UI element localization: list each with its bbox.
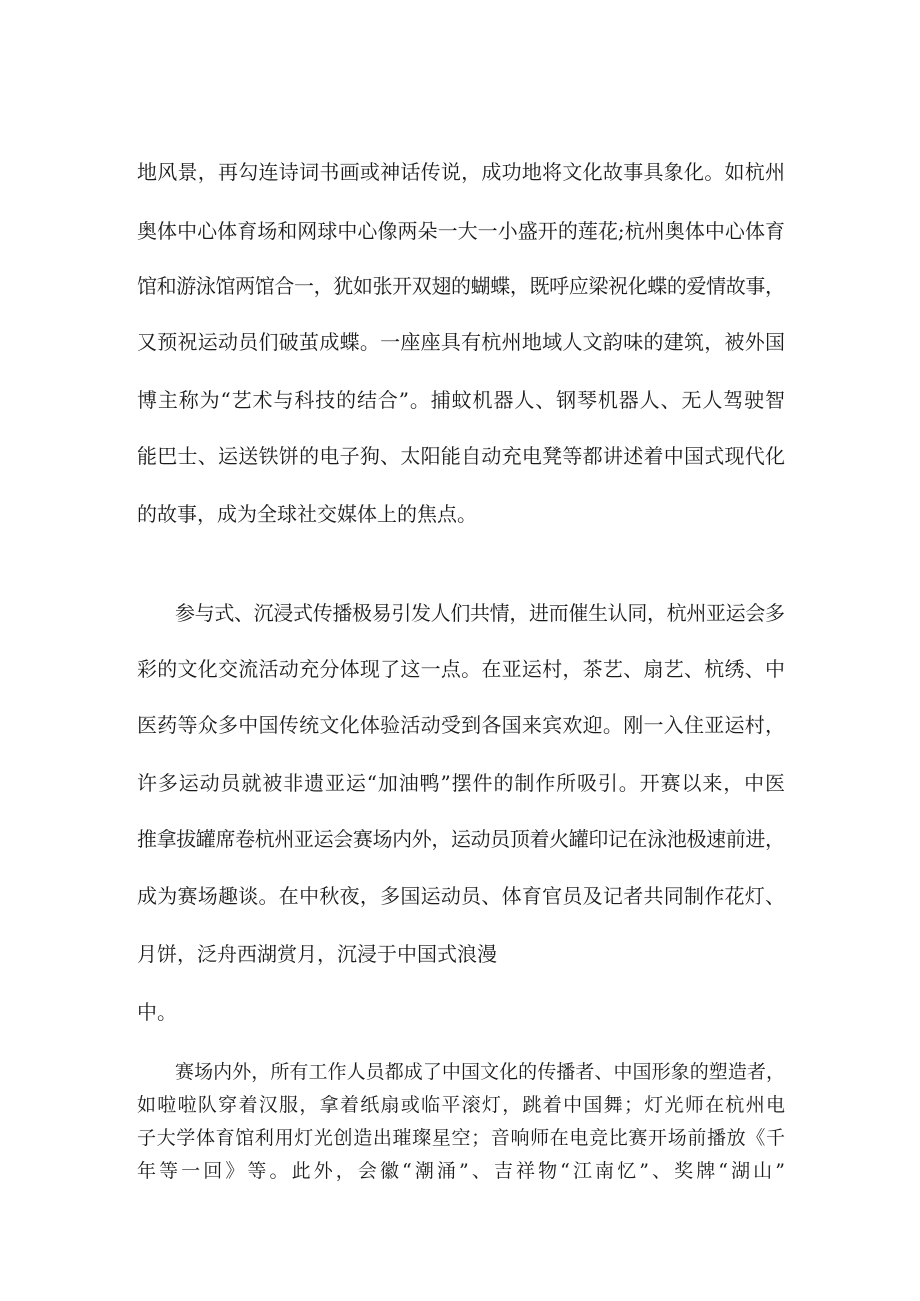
text-line-content: 的故事，成为全球社交媒体上的焦点。: [137, 502, 477, 526]
text-line: [0, 1087, 920, 1123]
text-line-content: 医药等众多中国传统文化体验活动受到各国来宾欢迎。刚一入住亚运村，: [137, 713, 786, 737]
text-line-content: 推拿拔罐席卷杭州亚运会赛场内外，运动员顶着火罐印记在泳池极速前进，: [137, 827, 785, 851]
text-line: [0, 380, 920, 420]
text-line: [0, 211, 920, 251]
text-line-content: 能巴士、运送铁饼的电子狗、太阳能自动充电凳等都讲述着中国式现代化: [137, 444, 786, 468]
text-line-content: 博主称为“艺术与科技的结合”。捕蚊机器人、钢琴机器人、无人驾驶智: [137, 388, 786, 412]
text-line: [0, 593, 920, 633]
text-line-content: 地风景，再勾连诗词书画或神话传说，成功地将文化故事具象化。如杭州: [137, 160, 786, 184]
text-line-content: 馆和游泳馆两馆合一，犹如张开双翅的蝴蝶，既呼应梁祝化蝶的爱情故事，: [137, 274, 785, 298]
text-line-content: 奥体中心体育场和网球中心像两朵一大一小盛开的莲花;杭州奥体中心体育: [137, 219, 786, 243]
text-line: [0, 934, 920, 974]
text-line-content: 中。: [137, 1000, 177, 1024]
text-line: [0, 1153, 920, 1189]
text-line-content: 如啦啦队穿着汉服，拿着纸扇或临平滚灯，跳着中国舞；灯光师在杭州电: [137, 1094, 787, 1116]
text-line: [0, 819, 920, 859]
text-line-content: 参与式、沉浸式传播极易引发人们共情，进而催生认同，杭州亚运会多: [175, 601, 785, 625]
text-line-content: 彩的文化交流活动充分体现了这一点。在亚运村，茶艺、扇艺、杭绣、中: [137, 657, 786, 681]
text-line-content: 许多运动员就被非遗亚运“加油鸭”摆件的制作所吸引。开赛以来，中医: [137, 771, 786, 795]
text-line: [0, 1054, 920, 1090]
text-line: [0, 649, 920, 689]
text-line-content: 赛场内外，所有工作人员都成了中国文化的传播者、中国形象的塑造者，: [175, 1061, 786, 1083]
text-line: [0, 436, 920, 476]
text-line-content: 子大学体育馆利用灯光创造出璀璨星空；音响师在电竞比赛开场前播放《千: [137, 1127, 786, 1149]
text-line: [0, 876, 920, 916]
text-line-content: 又预祝运动员们破茧成蝶。一座座具有杭州地域人文韵味的建筑，被外国: [137, 330, 786, 354]
text-line: [0, 1120, 920, 1156]
text-line-content: 成为赛场趣谈。在中秋夜，多国运动员、体育官员及记者共同制作花灯、: [137, 884, 786, 908]
text-line-content: 年等一回》等。此外，会徽“潮涌”、吉祥物“江南忆”、奖牌“湖山”: [137, 1160, 789, 1182]
text-line: [0, 992, 920, 1032]
text-line: [0, 763, 920, 803]
text-line: [0, 152, 920, 192]
text-line: [0, 494, 920, 534]
text-line: [0, 266, 920, 306]
text-line: [0, 322, 920, 362]
text-line: [0, 705, 920, 745]
text-line-content: 月饼，泛舟西湖赏月，沉浸于中国式浪漫: [137, 942, 497, 966]
